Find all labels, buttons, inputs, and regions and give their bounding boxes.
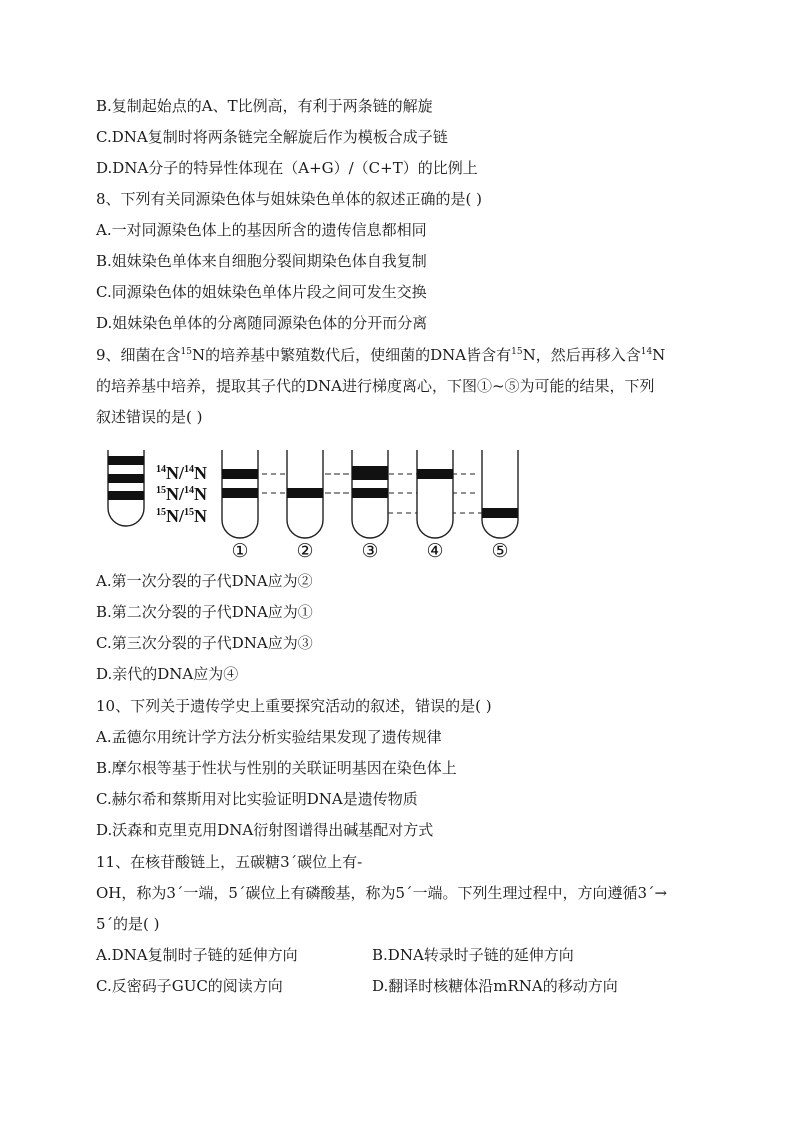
q10-stem: 10、下列关于遗传学史上重要探究活动的叙述，错误的是( ) — [96, 697, 492, 715]
q8-option-c: C.同源染色体的姐妹染色单体片段之间可发生交换 — [96, 283, 427, 301]
q9-option-d: D.亲代的DNA应为④ — [96, 665, 239, 683]
tube-4 — [417, 450, 453, 538]
q9-stem-line3: 叙述错误的是( ) — [96, 408, 203, 426]
tube-2 — [287, 450, 323, 538]
tube-number-2: ② — [296, 540, 314, 562]
q11-option-a: A.DNA复制时子链的延伸方向 — [96, 946, 298, 964]
q11-option-c: C.反密码子GUC的阅读方向 — [96, 977, 283, 995]
tube-1-band-14n14n — [222, 469, 258, 479]
q7-option-d: D.DNA分子的特异性体现在（A+G）/（C+T）的比例上 — [96, 159, 478, 177]
reference-tube — [108, 450, 144, 526]
q11-stem-line3: 5´的是( ) — [96, 915, 160, 933]
q9-stem-line1: 9、细菌在含$^{15}$N的培养基中繁殖数代后，使细菌的DNA皆含有$^{15}$N，然后再移入含$^{14}$N — [96, 346, 666, 364]
label-15n15n: $^{15}$N/$^{15}$N — [156, 506, 207, 526]
q11-stem-line2: OH，称为3´一端，5´碳位上有磷酸基，称为5´一端。下列生理过程中，方向遵循3´→ — [96, 884, 668, 902]
q7-option-c: C.DNA复制时将两条链完全解旋后作为模板合成子链 — [96, 128, 448, 146]
tube-number-4: ④ — [426, 540, 444, 562]
q9-option-c: C.第三次分裂的子代DNA应为③ — [96, 634, 313, 652]
q9-stem-line2: 的培养基中培养，提取其子代的DNA进行梯度离心，下图①~⑤为可能的结果，下列 — [96, 377, 655, 395]
reference-band-15n14n — [108, 474, 144, 483]
reference-band-15n15n — [108, 491, 144, 500]
q11-stem-line1: 11、在核苷酸链上，五碳糖3´碳位上有- — [96, 853, 363, 871]
tube-1-band-15n14n — [222, 488, 258, 498]
centrifuge-tubes-figure — [96, 444, 526, 564]
q10-option-b: B.摩尔根等基于性状与性别的关联证明基因在染色体上 — [96, 759, 457, 777]
tube-number-5: ⑤ — [491, 540, 509, 562]
q8-option-b: B.姐妹染色单体来自细胞分裂间期染色体自我复制 — [96, 252, 427, 270]
q10-option-c: C.赫尔希和蔡斯用对比实验证明DNA是遗传物质 — [96, 790, 418, 808]
tube-number-3: ③ — [361, 540, 379, 562]
q7-option-b: B.复制起始点的A、T比例高，有利于两条链的解旋 — [96, 97, 433, 115]
tube-2-band-15n14n — [287, 488, 323, 498]
tube-number-1: ① — [231, 540, 249, 562]
label-14n14n: $^{14}$N/$^{14}$N — [156, 463, 207, 483]
reference-band-14n14n — [108, 456, 144, 465]
q9-option-a: A.第一次分裂的子代DNA应为② — [96, 572, 313, 590]
label-15n14n: $^{15}$N/$^{14}$N — [156, 484, 207, 504]
tube-3-band-15n14n — [352, 488, 388, 498]
q8-option-d: D.姐妹染色单体的分离随同源染色体的分开而分离 — [96, 314, 428, 332]
tube-5-band-15n15n — [482, 508, 518, 518]
tube-1 — [222, 450, 258, 538]
q10-option-a: A.孟德尔用统计学方法分析实验结果发现了遗传规律 — [96, 728, 442, 746]
q8-stem: 8、下列有关同源染色体与姐妹染色单体的叙述正确的是( ) — [96, 190, 483, 208]
tube-5 — [482, 450, 518, 538]
tube-3 — [352, 450, 388, 538]
tube-4-band-14n14n — [417, 469, 453, 479]
q11-option-d: D.翻译时核糖体沿mRNA的移动方向 — [372, 977, 618, 995]
q9-option-b: B.第二次分裂的子代DNA应为① — [96, 603, 313, 621]
q8-option-a: A.一对同源染色体上的基因所含的遗传信息都相同 — [96, 221, 427, 239]
q11-option-b: B.DNA转录时子链的延伸方向 — [372, 946, 574, 964]
q10-option-d: D.沃森和克里克用DNA衍射图谱得出碱基配对方式 — [96, 821, 434, 839]
tube-3-band-14n14n — [352, 466, 388, 480]
